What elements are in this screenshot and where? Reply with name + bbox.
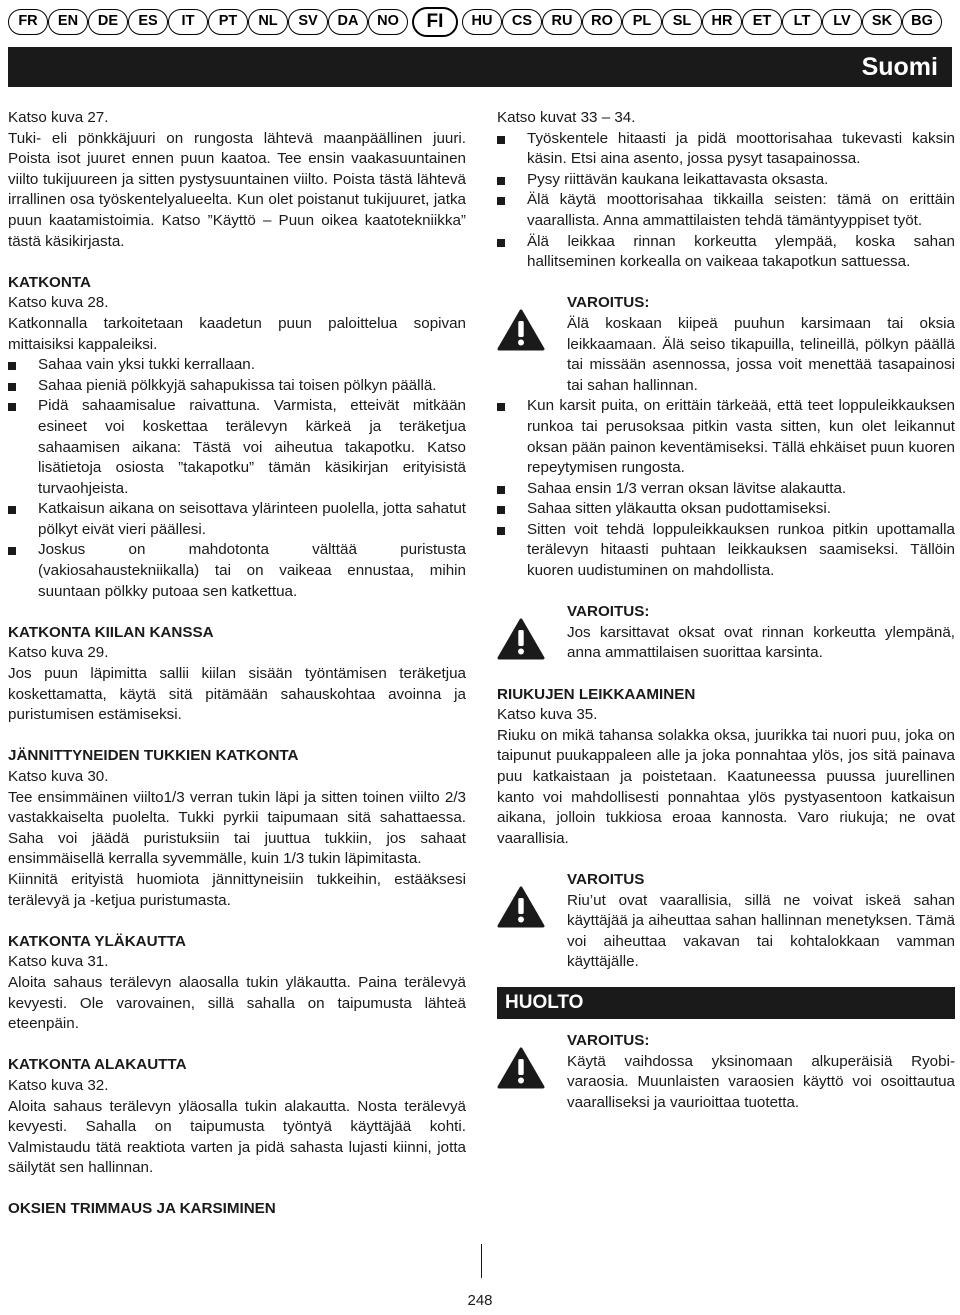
lang-de[interactable]: DE	[88, 9, 128, 35]
warning-block	[497, 1031, 955, 1113]
lang-bg[interactable]: BG	[902, 9, 942, 35]
warning-triangle-icon	[497, 886, 545, 928]
warning-text: Älä koskaan kiipeä puuhun karsimaan tai oksia leikkaamaan. Älä seiso tikapuilla, telineillä, pölkyn päällä tai missään asennossa, jossa voit menettää tasapainosi tai sahan hallinnan.	[567, 314, 955, 394]
lang-lv[interactable]: LV	[822, 9, 862, 35]
bullet-square-icon	[497, 396, 508, 417]
lang-pl[interactable]: PL	[622, 9, 662, 35]
bullet-item: Joskus on mahdotonta välttää puristusta (vakiosahaustekniikalla) tai on vaikeaa ennustaa, mihin suuntaan pölkky putoaa sen katkettua.	[8, 540, 466, 602]
warning-text: Riu’ut ovat vaarallisia, sillä ne voivat iskeä sahan käyttäjää ja aiheuttaa sahan hallinnan menetyksen. Tämä voi aiheuttaa vakavan tai kohtalokkaan vamman käyttäjälle.	[567, 891, 955, 971]
banner-title: Suomi	[861, 53, 938, 81]
huolto-label: HUOLTO	[505, 991, 584, 1013]
figure-ref: Katso kuvat 33 – 34.	[497, 109, 636, 126]
warning-text: Käytä vaihdossa yksinomaan alkuperäisiä Ryobi-varaosia. Muunlaisten varaosien käyttö voi osoittautua vaaralliseksi ja vaurioittaa tuotetta.	[567, 1052, 955, 1111]
bullet-square-icon	[497, 170, 508, 191]
bullet-square-icon	[8, 355, 19, 376]
warning-block	[497, 870, 955, 973]
bullet-item: Pidä sahaamisalue raivattuna. Varmista, etteivät mitkään esineet voi koskettaa terälevyn kärkeä ja teräketjua sahaamisen aikana: Tästä voi aiheutua takapotku. Katso lisätietoja osiosta ”takapotku” tämän käsikirjan erityisistä turvaohjeista.	[8, 396, 466, 499]
warning-title: VAROITUS:	[567, 603, 650, 621]
column-divider	[481, 1244, 482, 1278]
bullet-item: Kun karsit puita, on erittäin tärkeää, että teet loppuleikkauksen runkoa tai perusoksaa pitkin vasta sitten, kun olet leikannut oksan pään painon keventämiseksi. Tällä ehkäiset puun kuoren repeytymisen rungosta.	[497, 396, 955, 478]
bullet-square-icon	[497, 499, 508, 520]
lang-no[interactable]: NO	[368, 9, 408, 35]
lang-cs[interactable]: CS	[502, 9, 542, 35]
lang-et[interactable]: ET	[742, 9, 782, 35]
lang-fr[interactable]: FR	[8, 9, 48, 35]
bullet-item: Älä leikkaa rinnan korkeutta ylempää, koska sahan hallitseminen korkealla on vaikeaa takapotkun sattuessa.	[497, 232, 955, 273]
bullet-item: Sahaa vain yksi tukki kerrallaan.	[8, 355, 466, 376]
paragraph: Tuki- eli pönkkäjuuri on rungosta lähtevä maanpäällinen juuri. Poista isot juuret ennen puun kaatoa. Tee ensin vaakasuuntainen viilto tukijuureen ja sitten pystysuuntainen viilto. Poista tästä lähtevä irrallinen osa työskentelyalueelta. Kun olet poistanut tukijuuret, jatka puun kaatamistoimia. Katso ”Käyttö – Puun oikea kaatotekniikka” tästä käsikirjasta.	[8, 129, 466, 250]
figure-ref: Katso kuva 32.	[8, 1076, 109, 1094]
bullet-item: Pysy riittävän kaukana leikattavasta oksasta.	[497, 170, 955, 191]
paragraph: Aloita sahaus terälevyn alaosalla tukin yläkautta. Paina terälevyä kevyesti. Ole varovainen, sillä sahalla on taipumusta lähteä eteenpäin.	[8, 973, 466, 1033]
page-number: 248	[467, 1292, 493, 1309]
bullet-square-icon	[497, 190, 508, 211]
bullet-item: Työskentele hitaasti ja pidä moottorisahaa tukevasti kaksin käsin. Etsi aina asento, jossa pysyt tasapainossa.	[497, 129, 955, 170]
paragraph: Kiinnitä erityistä huomiota jännittyneisiin tukkeihin, estääksesi terälevyä ja -ketjua puristumasta.	[8, 870, 466, 909]
figure-ref: Katso kuva 28.	[8, 294, 109, 312]
lang-it[interactable]: IT	[168, 9, 208, 35]
lang-sl[interactable]: SL	[662, 9, 702, 35]
bullet-square-icon	[497, 520, 508, 541]
lang-da[interactable]: DA	[328, 9, 368, 35]
bullet-square-icon	[497, 129, 508, 150]
bullet-item: Sahaa sitten yläkautta oksan pudottamiseksi.	[497, 499, 955, 520]
warning-title: VAROITUS:	[567, 1031, 650, 1049]
lang-hr[interactable]: HR	[702, 9, 742, 35]
warning-title: VAROITUS	[567, 870, 645, 888]
figure-ref: Katso kuva 35.	[497, 706, 598, 724]
lang-lt[interactable]: LT	[782, 9, 822, 35]
paragraph: Riuku on mikä tahansa solakka oksa, juurikka tai nuori puu, joka on taipunut puukappaleen alle ja joka ponnahtaa ylös, jos sitä painava puu katkaistaan ja poistetaan. Kaatuneessa puussa juurellinen kanto voi mahdollisesti ponnahtaa ylös pystyasentoon katkaisun aikana, jolloin tukkiosa eroaa kannosta. Varo riukuja; ne ovat vaarallisia.	[497, 726, 955, 847]
bullet-item: Sitten voit tehdä loppuleikkauksen runkoa pitkin upottamalla terälevyn hitaasti puhtaan leikkauksen saamiseksi. Tällöin kuoren uudistuminen on mahdollista.	[497, 520, 955, 582]
bullet-square-icon	[8, 499, 19, 520]
lang-sv[interactable]: SV	[288, 9, 328, 35]
warning-triangle-icon	[497, 309, 545, 351]
figure-ref: Katso kuva 30.	[8, 768, 109, 785]
lang-es[interactable]: ES	[128, 9, 168, 35]
warning-title: VAROITUS:	[567, 294, 650, 312]
bullet-item: Älä käytä moottorisahaa tikkailla seisten: tämä on erittäin vaarallista. Anna ammattilaisten tehdä tämäntyyppiset työt.	[497, 190, 955, 231]
bullet-item: Sahaa pieniä pölkkyjä sahapukissa tai toisen pölkyn päällä.	[8, 376, 466, 397]
bullet-square-icon	[8, 376, 19, 397]
paragraph: Tee ensimmäinen viilto1/3 verran tukin läpi ja sitten toinen viilto 2/3 vastakkaiselta puolelta. Tukki pyrkii taipumaan sitä sahattaessa. Saha voi jäädä puristuksiin tai juuttua tukkiin, jos sahaat ensimmäisellä kerralla syvemmälle, kuin 1/3 tukin läpimitasta.	[8, 788, 466, 868]
lang-pt[interactable]: PT	[208, 9, 248, 35]
section-heading: RIUKUJEN LEIKKAAMINEN	[497, 685, 696, 703]
paragraph: Aloita sahaus terälevyn yläosalla tukin alakautta. Nosta terälevyä kevyesti. Sahalla on taipumusta työntyä käyttäjää kohti. Valmistaudu tätä reaktiota varten ja pidä sahasta lujasti kiinni, jotta säilytät sen hallinnan.	[8, 1097, 466, 1177]
bullet-square-icon	[497, 479, 508, 500]
bullet-item: Sahaa ensin 1/3 verran oksan lävitse alakautta.	[497, 479, 955, 500]
section-heading: KATKONTA ALAKAUTTA	[8, 1056, 187, 1074]
section-heading: OKSIEN TRIMMAUS JA KARSIMINEN	[8, 1200, 276, 1218]
warning-triangle-icon	[497, 618, 545, 660]
section-heading-banner	[497, 987, 955, 1019]
lang-nl[interactable]: NL	[248, 9, 288, 35]
section-heading: KATKONTA YLÄKAUTTA	[8, 932, 187, 950]
lang-sk[interactable]: SK	[862, 9, 902, 35]
paragraph: Jos puun läpimitta sallii kiilan sisään työntämisen teräketjua koskettamatta, käytä sitä pitämään sahauskohtaa avoinna ja puristumisen estämiseksi.	[8, 665, 466, 724]
lang-ru[interactable]: RU	[542, 9, 582, 35]
figure-ref: Katso kuva 31.	[8, 953, 109, 971]
figure-ref: Katso kuva 27.	[8, 109, 109, 126]
warning-block	[497, 293, 955, 396]
figure-ref: Katso kuva 29.	[8, 644, 109, 662]
warning-block	[497, 602, 955, 664]
bullet-square-icon	[8, 540, 19, 561]
paragraph: Katkonnalla tarkoitetaan kaadetun puun paloittelua sopivan mittaisiksi kappaleiksi.	[8, 314, 466, 353]
lang-hu[interactable]: HU	[462, 9, 502, 35]
language-selector	[8, 7, 942, 33]
lang-en[interactable]: EN	[48, 9, 88, 35]
right-column	[497, 108, 955, 1113]
bullet-square-icon	[497, 232, 508, 253]
bullet-item: Katkaisun aikana on seisottava ylärinteen puolella, jotta sahatut pölkyt eivät vieri päällesi.	[8, 499, 466, 540]
bullet-square-icon	[8, 396, 19, 417]
section-heading: JÄNNITTYNEIDEN TUKKIEN KATKONTA	[8, 747, 299, 765]
left-column	[8, 108, 466, 1220]
section-heading: KATKONTA KIILAN KANSSA	[8, 623, 214, 641]
lang-ro[interactable]: RO	[582, 9, 622, 35]
lang-fi-active[interactable]: FI	[412, 7, 458, 37]
language-banner	[8, 47, 952, 87]
warning-triangle-icon	[497, 1047, 545, 1089]
warning-text: Jos karsittavat oksat ovat rinnan korkeutta ylempänä, anna ammattilaisen suorittaa karsinta.	[567, 623, 955, 662]
section-heading: KATKONTA	[8, 273, 91, 291]
